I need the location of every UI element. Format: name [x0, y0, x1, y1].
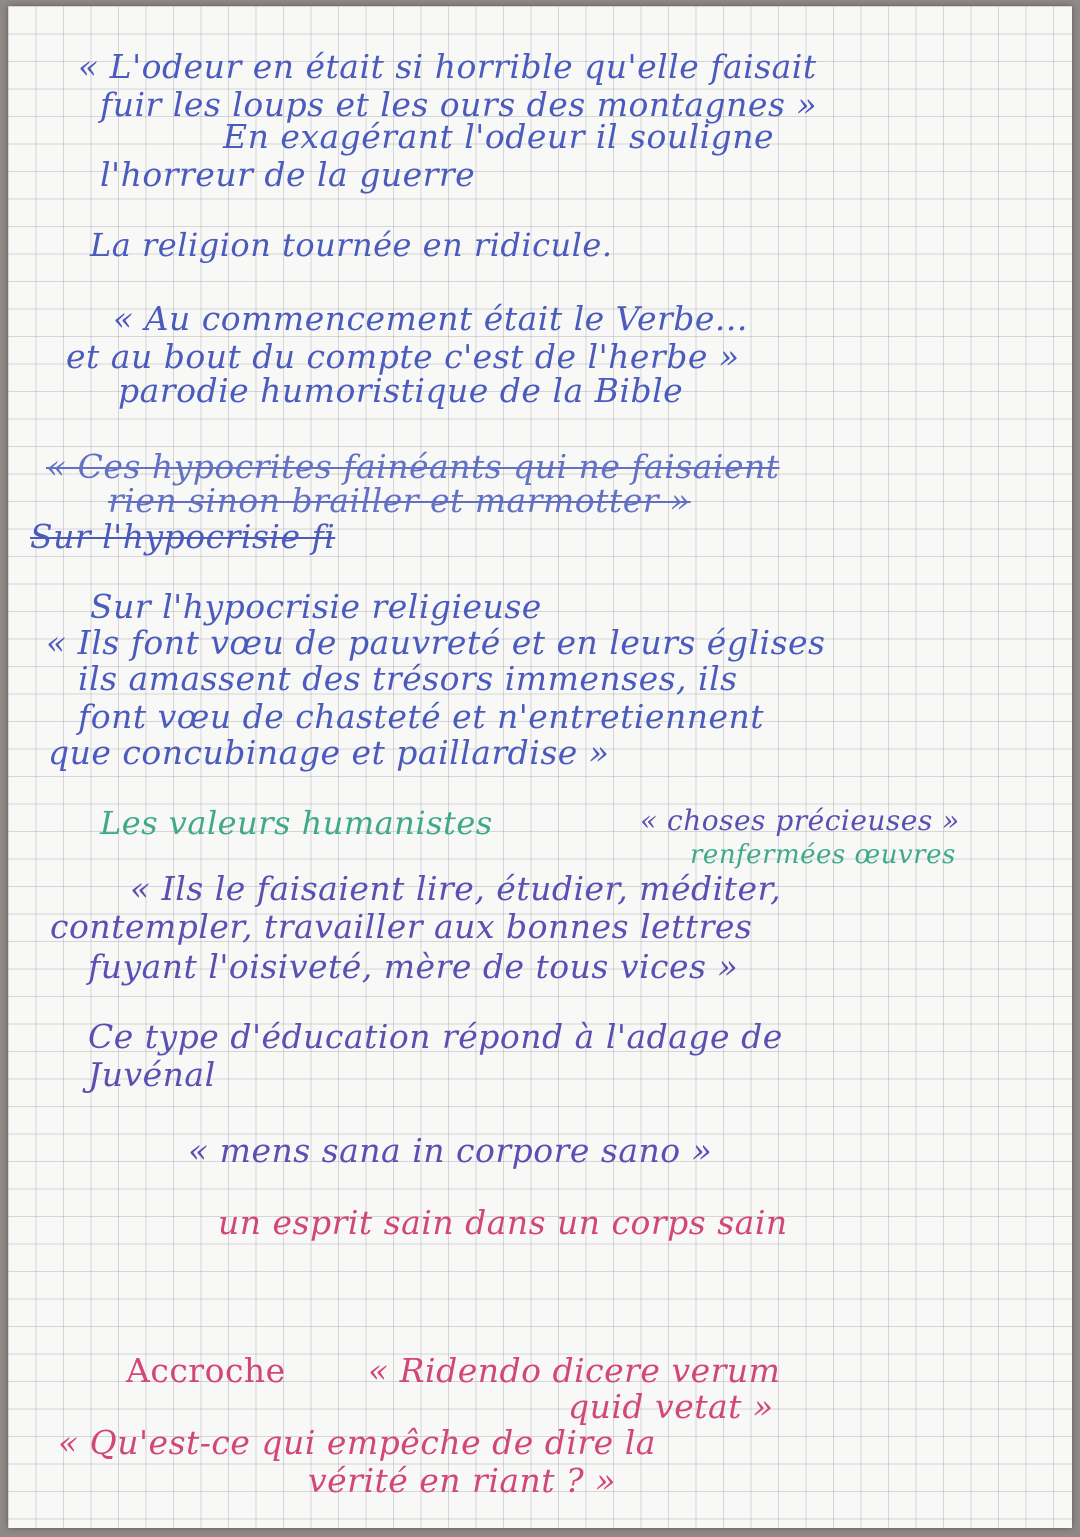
- war-comment-line-2: l'horreur de la guerre: [100, 155, 476, 194]
- verbe-quote-line-1: « Au commencement était le Verbe...: [113, 299, 748, 338]
- precious-label: « choses précieuses »: [640, 804, 960, 837]
- precious-note: renfermées œuvres: [690, 840, 956, 870]
- accroche-latin-line-1: « Ridendo dicere verum: [368, 1351, 781, 1390]
- verbe-quote-line-2: et au bout du compte c'est de l'herbe »: [66, 337, 740, 376]
- accroche-latin-line-2: quid vetat »: [568, 1387, 774, 1426]
- hypocrisy-struck-heading: Sur l'hypocrisie fi: [30, 517, 336, 556]
- vows-quote-line-3: font vœu de chasteté et n'entretiennent: [78, 697, 765, 736]
- accroche-translation-line-1: « Qu'est-ce qui empêche de dire la: [58, 1423, 656, 1462]
- vows-quote-line-1: « Ils font vœu de pauvreté et en leurs églises: [46, 623, 826, 662]
- humanist-heading: Les valeurs humanistes: [100, 804, 493, 842]
- hypocrites-quote-line-1: « Ces hypocrites fainéants qui ne faisaient: [46, 447, 780, 486]
- education-quote-line-1: « Ils le faisaient lire, étudier, méditer,: [130, 869, 782, 908]
- war-comment-line-1: En exagérant l'odeur il souligne: [223, 117, 775, 156]
- education-quote-line-3: fuyant l'oisiveté, mère de tous vices »: [88, 947, 739, 986]
- war-quote-line-2: fuir les loups et les ours des montagnes »: [100, 85, 818, 124]
- hypocrites-quote-line-2: rien sinon brailler et marmotter »: [108, 481, 691, 520]
- war-quote-line-1: « L'odeur en était si horrible qu'elle faisait: [78, 47, 817, 86]
- education-quote-line-2: contempler, travailler aux bonnes lettres: [50, 907, 753, 946]
- latin-adage: « mens sana in corpore sano »: [188, 1131, 713, 1170]
- adage-comment-line-1: Ce type d'éducation répond à l'adage de: [88, 1017, 783, 1056]
- adage-comment-line-2: Juvénal: [88, 1055, 216, 1094]
- vows-quote-line-2: ils amassent des trésors immenses, ils: [78, 659, 738, 698]
- accroche-translation-line-2: vérité en riant ? »: [308, 1461, 616, 1500]
- parody-comment: parodie humoristique de la Bible: [118, 371, 684, 410]
- religion-heading: La religion tournée en ridicule.: [90, 226, 613, 264]
- latin-translation: un esprit sain dans un corps sain: [218, 1203, 788, 1242]
- notebook-page: [8, 6, 1072, 1528]
- vows-quote-line-4: que concubinage et paillardise »: [48, 733, 610, 772]
- hypocrisy-heading: Sur l'hypocrisie religieuse: [90, 587, 542, 626]
- accroche-label: Accroche: [126, 1351, 286, 1390]
